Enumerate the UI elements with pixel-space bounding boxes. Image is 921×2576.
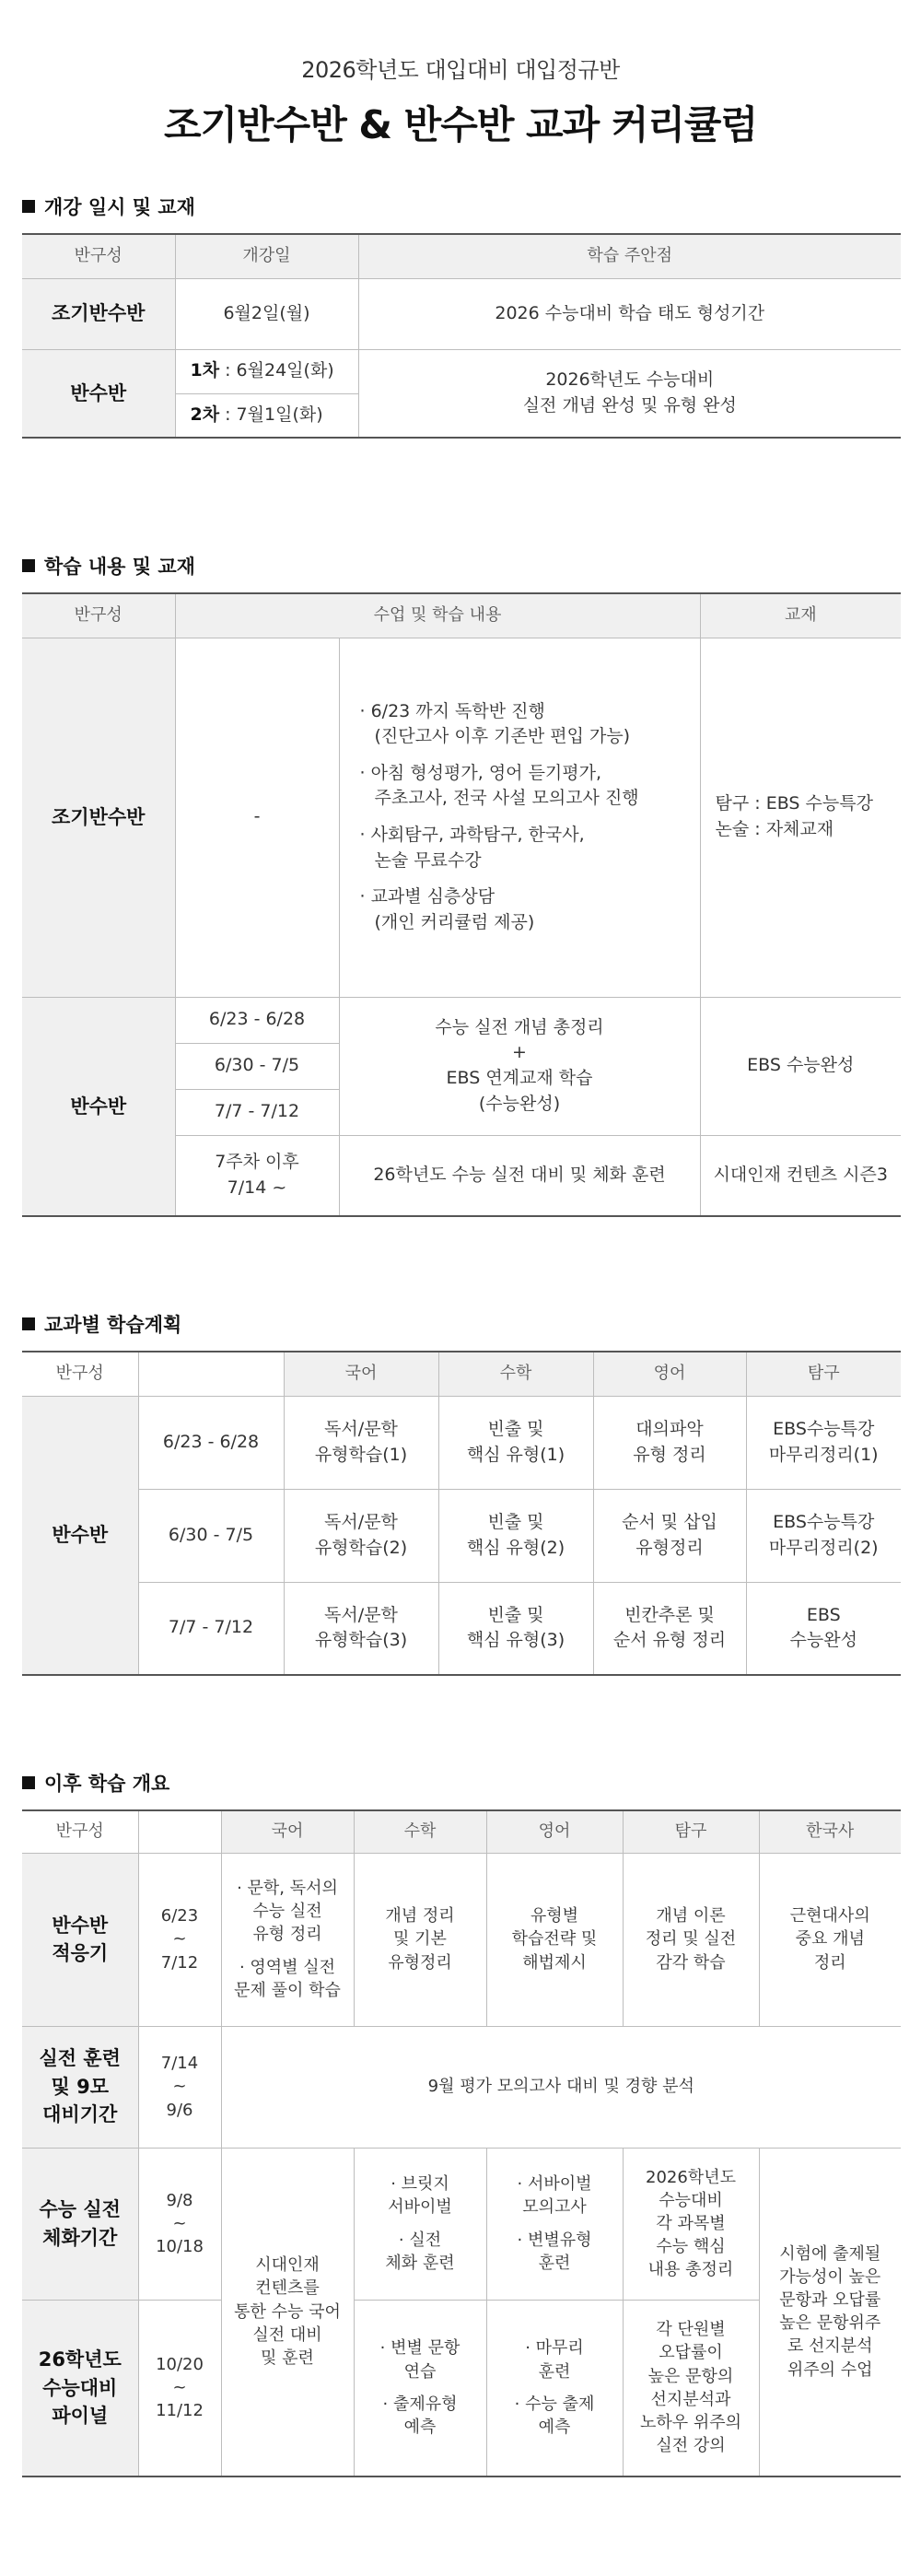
history-cell: 시험에 출제될 가능성이 높은 문항과 오답률 높은 문항위주 로 선지분석 위주의 수업 <box>759 2148 901 2476</box>
page-header <box>0 0 921 157</box>
table-row <box>22 1489 901 1582</box>
korean-cell: 독서/문학 유형학습(2) <box>284 1489 438 1582</box>
period-cell: 7/7 - 7/12 <box>175 1089 339 1135</box>
col-header <box>138 1352 284 1396</box>
table-row <box>22 349 901 393</box>
korean-cell: · 문학, 독서의 수능 실전 유형 정리 · 영역별 실전 문제 풀이 학습 <box>221 1853 354 2026</box>
col-header: 국어 <box>221 1810 354 1853</box>
math-cell: 빈출 및 핵심 유형(2) <box>438 1489 593 1582</box>
section-schedule <box>22 191 901 439</box>
period-cell: 6/23 - 6/28 <box>175 997 339 1043</box>
inquiry-cell: 개념 이론 정리 및 실전 감각 학습 <box>623 1853 759 2026</box>
section-overview <box>22 1767 901 2477</box>
section-title: 이후 학습 개요 <box>22 1767 901 1798</box>
start-date: 2차 : 7월1일(화) <box>175 393 358 438</box>
textbook-cell: 시대인재 컨텐츠 시즌3 <box>700 1135 901 1216</box>
page-title: 조기반수반 & 반수반 교과 커리큘럼 <box>163 102 758 147</box>
content-cell: · 6/23 까지 독학반 진행 (진단고사 이후 기존반 편입 가능) · 아침 형성평가, 영어 듣기평가, 주초고사, 전국 사설 모의고사 진행 · 사회탐구, 과학탐구, 한국사, 논술 무료수강 · 교과별 심층상담 (개인 커리큘럼 제공) <box>339 638 700 997</box>
table-row <box>22 278 901 349</box>
table-row <box>22 997 901 1043</box>
korean-cell: 독서/문학 유형학습(1) <box>284 1396 438 1489</box>
inquiry-cell: 2026학년도 수능대비 각 과목별 수능 핵심 내용 총정리 <box>623 2148 759 2300</box>
col-header: 교재 <box>700 593 901 638</box>
textbook-cell: EBS 수능완성 <box>700 997 901 1135</box>
korean-cell: 독서/문학 유형학습(3) <box>284 1582 438 1675</box>
square-bullet-icon <box>22 200 35 213</box>
section-content <box>22 550 901 1217</box>
start-date: 6월2일(월) <box>175 278 358 349</box>
english-cell: 빈칸추론 및 순서 유형 정리 <box>593 1582 746 1675</box>
inquiry-cell: EBS수능특강 마무리정리(2) <box>746 1489 901 1582</box>
period-cell: 6/30 - 7/5 <box>175 1043 339 1089</box>
english-cell: 순서 및 삽입 유형정리 <box>593 1489 746 1582</box>
table-row <box>22 1853 901 2026</box>
korean-cell: 시대인재 컨텐츠를 통한 수능 국어 실전 대비 및 훈련 <box>221 2148 354 2476</box>
section-title: 학습 내용 및 교재 <box>22 550 901 581</box>
english-cell: · 서바이벌 모의고사 · 변별유형 훈련 <box>486 2148 623 2300</box>
content-cell: 수능 실전 개념 총정리 + EBS 연계교재 학습 (수능완성) <box>339 997 700 1135</box>
content-cell: 26학년도 수능 실전 대비 및 체화 훈련 <box>339 1135 700 1216</box>
section-title: 개강 일시 및 교재 <box>22 191 901 222</box>
col-header: 반구성 <box>22 593 175 638</box>
col-header: 한국사 <box>759 1810 901 1853</box>
period-cell: 10/20 ~ 11/12 <box>138 2300 221 2476</box>
period-cell: 6/23 ~ 7/12 <box>138 1853 221 2026</box>
inquiry-cell: EBS 수능완성 <box>746 1582 901 1675</box>
english-cell: 유형별 학습전략 및 해법제시 <box>486 1853 623 2026</box>
study-focus: 2026학년도 수능대비 실전 개념 완성 및 유형 완성 <box>358 349 901 438</box>
col-header: 학습 주안점 <box>358 234 901 278</box>
period-cell: 9/8 ~ 10/18 <box>138 2148 221 2300</box>
section-plan <box>22 1308 901 1676</box>
col-header: 국어 <box>284 1352 438 1396</box>
period-cell: 7주차 이후 7/14 ~ <box>175 1135 339 1216</box>
content-table <box>22 592 901 1217</box>
row-header: 수능 실전 체화기간 <box>22 2148 138 2300</box>
section-title: 교과별 학습계획 <box>22 1308 901 1340</box>
col-header: 반구성 <box>22 1352 138 1396</box>
col-header: 수학 <box>354 1810 486 1853</box>
row-header: 반수반 <box>22 349 175 438</box>
inquiry-cell: 각 단원별 오답률이 높은 문항의 선지분석과 노하우 위주의 실전 강의 <box>623 2300 759 2476</box>
col-header: 수학 <box>438 1352 593 1396</box>
square-bullet-icon <box>22 1776 35 1789</box>
history-cell: 근현대사의 중요 개념 정리 <box>759 1853 901 2026</box>
col-header: 영어 <box>593 1352 746 1396</box>
math-cell: · 브릿지 서바이벌 · 실전 체화 훈련 <box>354 2148 486 2300</box>
study-focus: 2026 수능대비 학습 태도 형성기간 <box>358 278 901 349</box>
period-cell: 6/23 - 6/28 <box>138 1396 284 1489</box>
period-cell: - <box>175 638 339 997</box>
table-row <box>22 1582 901 1675</box>
period-cell: 7/7 - 7/12 <box>138 1582 284 1675</box>
math-cell: 개념 정리 및 기본 유형정리 <box>354 1853 486 2026</box>
row-header: 조기반수반 <box>22 638 175 997</box>
row-header: 반수반 <box>22 1396 138 1675</box>
page-subtitle: 2026학년도 대입대비 대입정규반 <box>301 57 620 83</box>
math-cell: 빈출 및 핵심 유형(1) <box>438 1396 593 1489</box>
row-header: 실전 훈련 및 9모 대비기간 <box>22 2026 138 2148</box>
overview-table <box>22 1809 901 2477</box>
col-header: 영어 <box>486 1810 623 1853</box>
schedule-table <box>22 233 901 439</box>
english-cell: · 마무리 훈련 · 수능 출제 예측 <box>486 2300 623 2476</box>
table-row <box>22 2026 901 2148</box>
row-header: 반수반 적응기 <box>22 1853 138 2026</box>
math-cell: · 변별 문항 연습 · 출제유형 예측 <box>354 2300 486 2476</box>
row-header: 26학년도 수능대비 파이널 <box>22 2300 138 2476</box>
col-header: 수업 및 학습 내용 <box>175 593 700 638</box>
col-header: 탐구 <box>746 1352 901 1396</box>
row-header: 반수반 <box>22 997 175 1216</box>
math-cell: 빈출 및 핵심 유형(3) <box>438 1582 593 1675</box>
table-row <box>22 638 901 997</box>
textbook-cell: 탐구 : EBS 수능특강 논술 : 자체교재 <box>700 638 901 997</box>
period-cell: 7/14 ~ 9/6 <box>138 2026 221 2148</box>
all-subjects-cell: 9월 평가 모의고사 대비 및 경향 분석 <box>221 2026 901 2148</box>
period-cell: 6/30 - 7/5 <box>138 1489 284 1582</box>
col-header: 개강일 <box>175 234 358 278</box>
inquiry-cell: EBS수능특강 마무리정리(1) <box>746 1396 901 1489</box>
square-bullet-icon <box>22 559 35 572</box>
english-cell: 대의파악 유형 정리 <box>593 1396 746 1489</box>
table-row <box>22 2148 901 2300</box>
row-header: 조기반수반 <box>22 278 175 349</box>
col-header: 반구성 <box>22 234 175 278</box>
plan-table <box>22 1351 901 1676</box>
square-bullet-icon <box>22 1317 35 1330</box>
col-header <box>138 1810 221 1853</box>
col-header: 반구성 <box>22 1810 138 1853</box>
table-row <box>22 1396 901 1489</box>
col-header: 탐구 <box>623 1810 759 1853</box>
start-date: 1차 : 6월24일(화) <box>175 349 358 393</box>
